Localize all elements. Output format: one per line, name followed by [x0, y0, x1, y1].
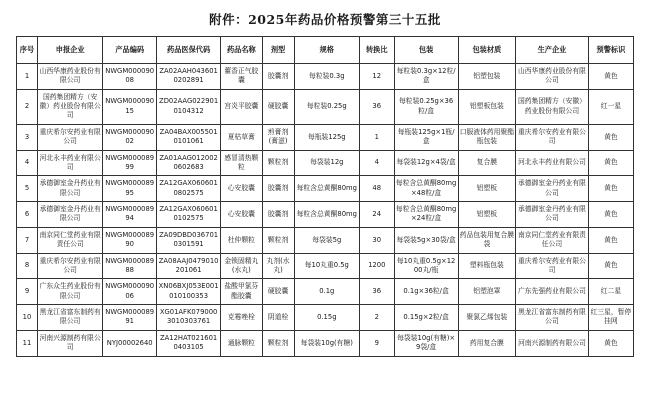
- cell-product-code: NWGM00009008: [103, 63, 157, 89]
- column-header-declaring-company: 申报企业: [37, 37, 102, 64]
- cell-declaring-company: 山西华康药业股份有限公司: [37, 63, 102, 89]
- table-row: [17, 253, 634, 279]
- cell-seq: 8: [17, 253, 38, 279]
- cell-manufacturer: 山西华康药业股份有限公司: [516, 63, 589, 89]
- cell-specification: 每10丸重0.5g: [294, 253, 359, 279]
- cell-drug-name: 克霉唑栓: [221, 305, 262, 331]
- cell-warning-mark: 黄色: [588, 63, 633, 89]
- cell-conversion-ratio: 24: [359, 202, 394, 228]
- cell-insurance-code: ZA01AAG0120020602683: [157, 150, 221, 176]
- cell-declaring-company: 南京同仁堂药业有限责任公司: [37, 227, 102, 253]
- cell-dosage-form: 颗粒剂: [262, 330, 294, 356]
- cell-drug-name: 心安胶囊: [221, 176, 262, 202]
- cell-manufacturer: 河北永丰药业有限公司: [516, 150, 589, 176]
- cell-specification: 每袋装12g: [294, 150, 359, 176]
- table-row: [17, 89, 634, 124]
- cell-specification: 每粒装0.25g: [294, 89, 359, 124]
- cell-manufacturer: 承德御室金丹药业有限公司: [516, 176, 589, 202]
- cell-specification: 每瓶装125g: [294, 124, 359, 150]
- cell-packaging-material: 铝塑泡罩: [458, 279, 515, 305]
- table-row: [17, 124, 634, 150]
- cell-dosage-form: 胶囊剂: [262, 202, 294, 228]
- cell-product-code: NWGM00008999: [103, 150, 157, 176]
- column-header-packaging: 包装: [394, 37, 458, 64]
- cell-packaging: 每粒装0.3g×12粒/盒: [394, 63, 458, 89]
- cell-dosage-form: 丸剂(水丸): [262, 253, 294, 279]
- page-title: 附件：2025年药品价格预警第三十五批: [209, 12, 441, 27]
- cell-drug-name: 宫炎平胶囊: [221, 89, 262, 124]
- cell-conversion-ratio: 2: [359, 305, 394, 331]
- cell-seq: 1: [17, 63, 38, 89]
- cell-warning-mark: 红三星，暂停挂网: [588, 305, 633, 331]
- cell-packaging: 每粒含总黄酮80mg×24粒/盒: [394, 202, 458, 228]
- cell-insurance-code: ZA12GAX0606010802575: [157, 176, 221, 202]
- cell-manufacturer: 重庆希尔安药业有限公司: [516, 253, 589, 279]
- cell-warning-mark: 黄色: [588, 330, 633, 356]
- cell-packaging: 0.1g×36粒/盒: [394, 279, 458, 305]
- cell-product-code: NWGM00008994: [103, 202, 157, 228]
- cell-conversion-ratio: 9: [359, 330, 394, 356]
- cell-seq: 9: [17, 279, 38, 305]
- cell-packaging-material: 铝塑包装: [458, 63, 515, 89]
- cell-product-code: NWGM00008988: [103, 253, 157, 279]
- column-header-dosage-form: 剂型: [262, 37, 294, 64]
- cell-drug-name: 盐酸甲氯芬酯胶囊: [221, 279, 262, 305]
- table-row: [17, 227, 634, 253]
- cell-manufacturer: 广东先强药业有限公司: [516, 279, 589, 305]
- cell-warning-mark: 黄色: [588, 176, 633, 202]
- column-header-manufacturer: 生产企业: [516, 37, 589, 64]
- cell-dosage-form: 胶囊剂: [262, 176, 294, 202]
- cell-dosage-form: 阴道栓: [262, 305, 294, 331]
- cell-declaring-company: 河北永丰药业有限公司: [37, 150, 102, 176]
- table-row: [17, 63, 634, 89]
- cell-packaging: 每瓶装125g×1瓶/盒: [394, 124, 458, 150]
- column-header-drug-name: 药品名称: [221, 37, 262, 64]
- cell-packaging: 每粒装0.25g×36粒/盒: [394, 89, 458, 124]
- cell-manufacturer: 重庆希尔安药业有限公司: [516, 124, 589, 150]
- cell-dosage-form: 硬胶囊: [262, 279, 294, 305]
- cell-declaring-company: 河南兴源制药有限公司: [37, 330, 102, 356]
- table-row: [17, 176, 634, 202]
- cell-drug-name: 夏枯草膏: [221, 124, 262, 150]
- cell-drug-name: 心安胶囊: [221, 202, 262, 228]
- table-row: [17, 305, 634, 331]
- cell-conversion-ratio: 48: [359, 176, 394, 202]
- cell-warning-mark: 黄色: [588, 150, 633, 176]
- cell-declaring-company: 重庆希尔安药业有限公司: [37, 124, 102, 150]
- cell-specification: 每袋装5g: [294, 227, 359, 253]
- drug-price-warning-table: [16, 36, 634, 357]
- cell-warning-mark: 黄色: [588, 227, 633, 253]
- cell-declaring-company: 承德御室金丹药业有限公司: [37, 202, 102, 228]
- column-header-product-code: 产品编码: [103, 37, 157, 64]
- column-header-packaging-material: 包装材质: [458, 37, 515, 64]
- cell-warning-mark: 红一星: [588, 89, 633, 124]
- cell-packaging: 每袋装12g×4袋/盒: [394, 150, 458, 176]
- cell-declaring-company: 黑龙江省富东制药有限公司: [37, 305, 102, 331]
- cell-specification: 每粒装0.3g: [294, 63, 359, 89]
- cell-packaging-material: 药品包装用复合膜袋: [458, 227, 515, 253]
- cell-seq: 4: [17, 150, 38, 176]
- table-row: [17, 279, 634, 305]
- cell-declaring-company: 重庆希尔安药业有限公司: [37, 253, 102, 279]
- cell-warning-mark: 黄色: [588, 253, 633, 279]
- cell-product-code: NWGM00009002: [103, 124, 157, 150]
- cell-seq: 2: [17, 89, 38, 124]
- cell-seq: 3: [17, 124, 38, 150]
- cell-packaging-material: 药用复合膜: [458, 330, 515, 356]
- cell-declaring-company: 承德御室金丹药业有限公司: [37, 176, 102, 202]
- cell-declaring-company: 国药集团精方（安徽）药业股份有限公司: [37, 89, 102, 124]
- cell-conversion-ratio: 1200: [359, 253, 394, 279]
- cell-manufacturer: 河南兴源制药有限公司: [516, 330, 589, 356]
- cell-insurance-code: ZA12GAX0606010102575: [157, 202, 221, 228]
- cell-seq: 10: [17, 305, 38, 331]
- column-header-seq: 序号: [17, 37, 38, 64]
- cell-insurance-code: ZA12HAT0216010403105: [157, 330, 221, 356]
- cell-warning-mark: 黄色: [588, 124, 633, 150]
- cell-manufacturer: 南京同仁堂药业有限责任公司: [516, 227, 589, 253]
- cell-packaging: 每袋装5g×30袋/盒: [394, 227, 458, 253]
- cell-seq: 6: [17, 202, 38, 228]
- cell-conversion-ratio: 30: [359, 227, 394, 253]
- cell-product-code: NWGM00009015: [103, 89, 157, 124]
- cell-drug-name: 金锁固精丸(水丸): [221, 253, 262, 279]
- cell-seq: 5: [17, 176, 38, 202]
- cell-insurance-code: XG01AFK0790003010303761: [157, 305, 221, 331]
- cell-product-code: NYJ00002640: [103, 330, 157, 356]
- cell-conversion-ratio: 36: [359, 279, 394, 305]
- cell-packaging-material: 铝塑板包装: [458, 89, 515, 124]
- table-row: [17, 330, 634, 356]
- cell-drug-name: 通脉颗粒: [221, 330, 262, 356]
- cell-insurance-code: ZA04BAX0055010101061: [157, 124, 221, 150]
- cell-product-code: NWGM00009006: [103, 279, 157, 305]
- cell-packaging-material: 聚氯乙烯包装: [458, 305, 515, 331]
- cell-specification: 0.1g: [294, 279, 359, 305]
- cell-dosage-form: 颗粒剂: [262, 150, 294, 176]
- cell-packaging: 每袋装10g(有糖)×9袋/盒: [394, 330, 458, 356]
- cell-packaging-material: 复合膜: [458, 150, 515, 176]
- cell-packaging-material: 铝塑板: [458, 176, 515, 202]
- cell-drug-name: 感冒清热颗粒: [221, 150, 262, 176]
- cell-manufacturer: 黑龙江省富东制药有限公司: [516, 305, 589, 331]
- cell-packaging: 0.15g×2粒/盒: [394, 305, 458, 331]
- cell-packaging-material: 口服液体药用聚酯瓶包装: [458, 124, 515, 150]
- cell-declaring-company: 广东众生药业股份有限公司: [37, 279, 102, 305]
- cell-seq: 11: [17, 330, 38, 356]
- cell-packaging: 每粒含总黄酮80mg×48粒/盒: [394, 176, 458, 202]
- cell-product-code: NWGM00008995: [103, 176, 157, 202]
- cell-manufacturer: 承德御室金丹药业有限公司: [516, 202, 589, 228]
- column-header-warning-mark: 预警标识: [588, 37, 633, 64]
- cell-conversion-ratio: 4: [359, 150, 394, 176]
- cell-dosage-form: 煎膏剂(膏滋): [262, 124, 294, 150]
- column-header-conversion-ratio: 转换比: [359, 37, 394, 64]
- cell-drug-name: 藿香正气胶囊: [221, 63, 262, 89]
- cell-warning-mark: 红二星: [588, 279, 633, 305]
- cell-dosage-form: 颗粒剂: [262, 227, 294, 253]
- cell-insurance-code: ZD02AAG0229010104312: [157, 89, 221, 124]
- cell-dosage-form: 胶囊剂: [262, 63, 294, 89]
- cell-conversion-ratio: 1: [359, 124, 394, 150]
- table-row: [17, 150, 634, 176]
- cell-product-code: NWGM00008991: [103, 305, 157, 331]
- cell-specification: 每粒含总黄酮80mg: [294, 202, 359, 228]
- cell-insurance-code: ZA08AAJ0479010201061: [157, 253, 221, 279]
- cell-product-code: NWGM00008990: [103, 227, 157, 253]
- cell-warning-mark: 黄色: [588, 202, 633, 228]
- cell-insurance-code: XN06BXJ053E001010100353: [157, 279, 221, 305]
- cell-seq: 7: [17, 227, 38, 253]
- cell-specification: 0.15g: [294, 305, 359, 331]
- cell-dosage-form: 硬胶囊: [262, 89, 294, 124]
- cell-specification: 每粒含总黄酮80mg: [294, 176, 359, 202]
- column-header-specification: 规格: [294, 37, 359, 64]
- cell-conversion-ratio: 36: [359, 89, 394, 124]
- cell-packaging-material: 塑料瓶包装: [458, 253, 515, 279]
- cell-insurance-code: ZA09DBD0367010301591: [157, 227, 221, 253]
- cell-specification: 每袋装10g(有糖): [294, 330, 359, 356]
- column-header-insurance-code: 药品医保代码: [157, 37, 221, 64]
- cell-packaging: 每10丸重0.5g×1200丸/瓶: [394, 253, 458, 279]
- cell-manufacturer: 国药集团精方（安徽）药业股份有限公司: [516, 89, 589, 124]
- cell-drug-name: 杜仲颗粒: [221, 227, 262, 253]
- cell-packaging-material: 铝塑板: [458, 202, 515, 228]
- cell-insurance-code: ZA02AAH0436010202891: [157, 63, 221, 89]
- cell-conversion-ratio: 12: [359, 63, 394, 89]
- table-row: [17, 202, 634, 228]
- table-header-row: [17, 37, 634, 64]
